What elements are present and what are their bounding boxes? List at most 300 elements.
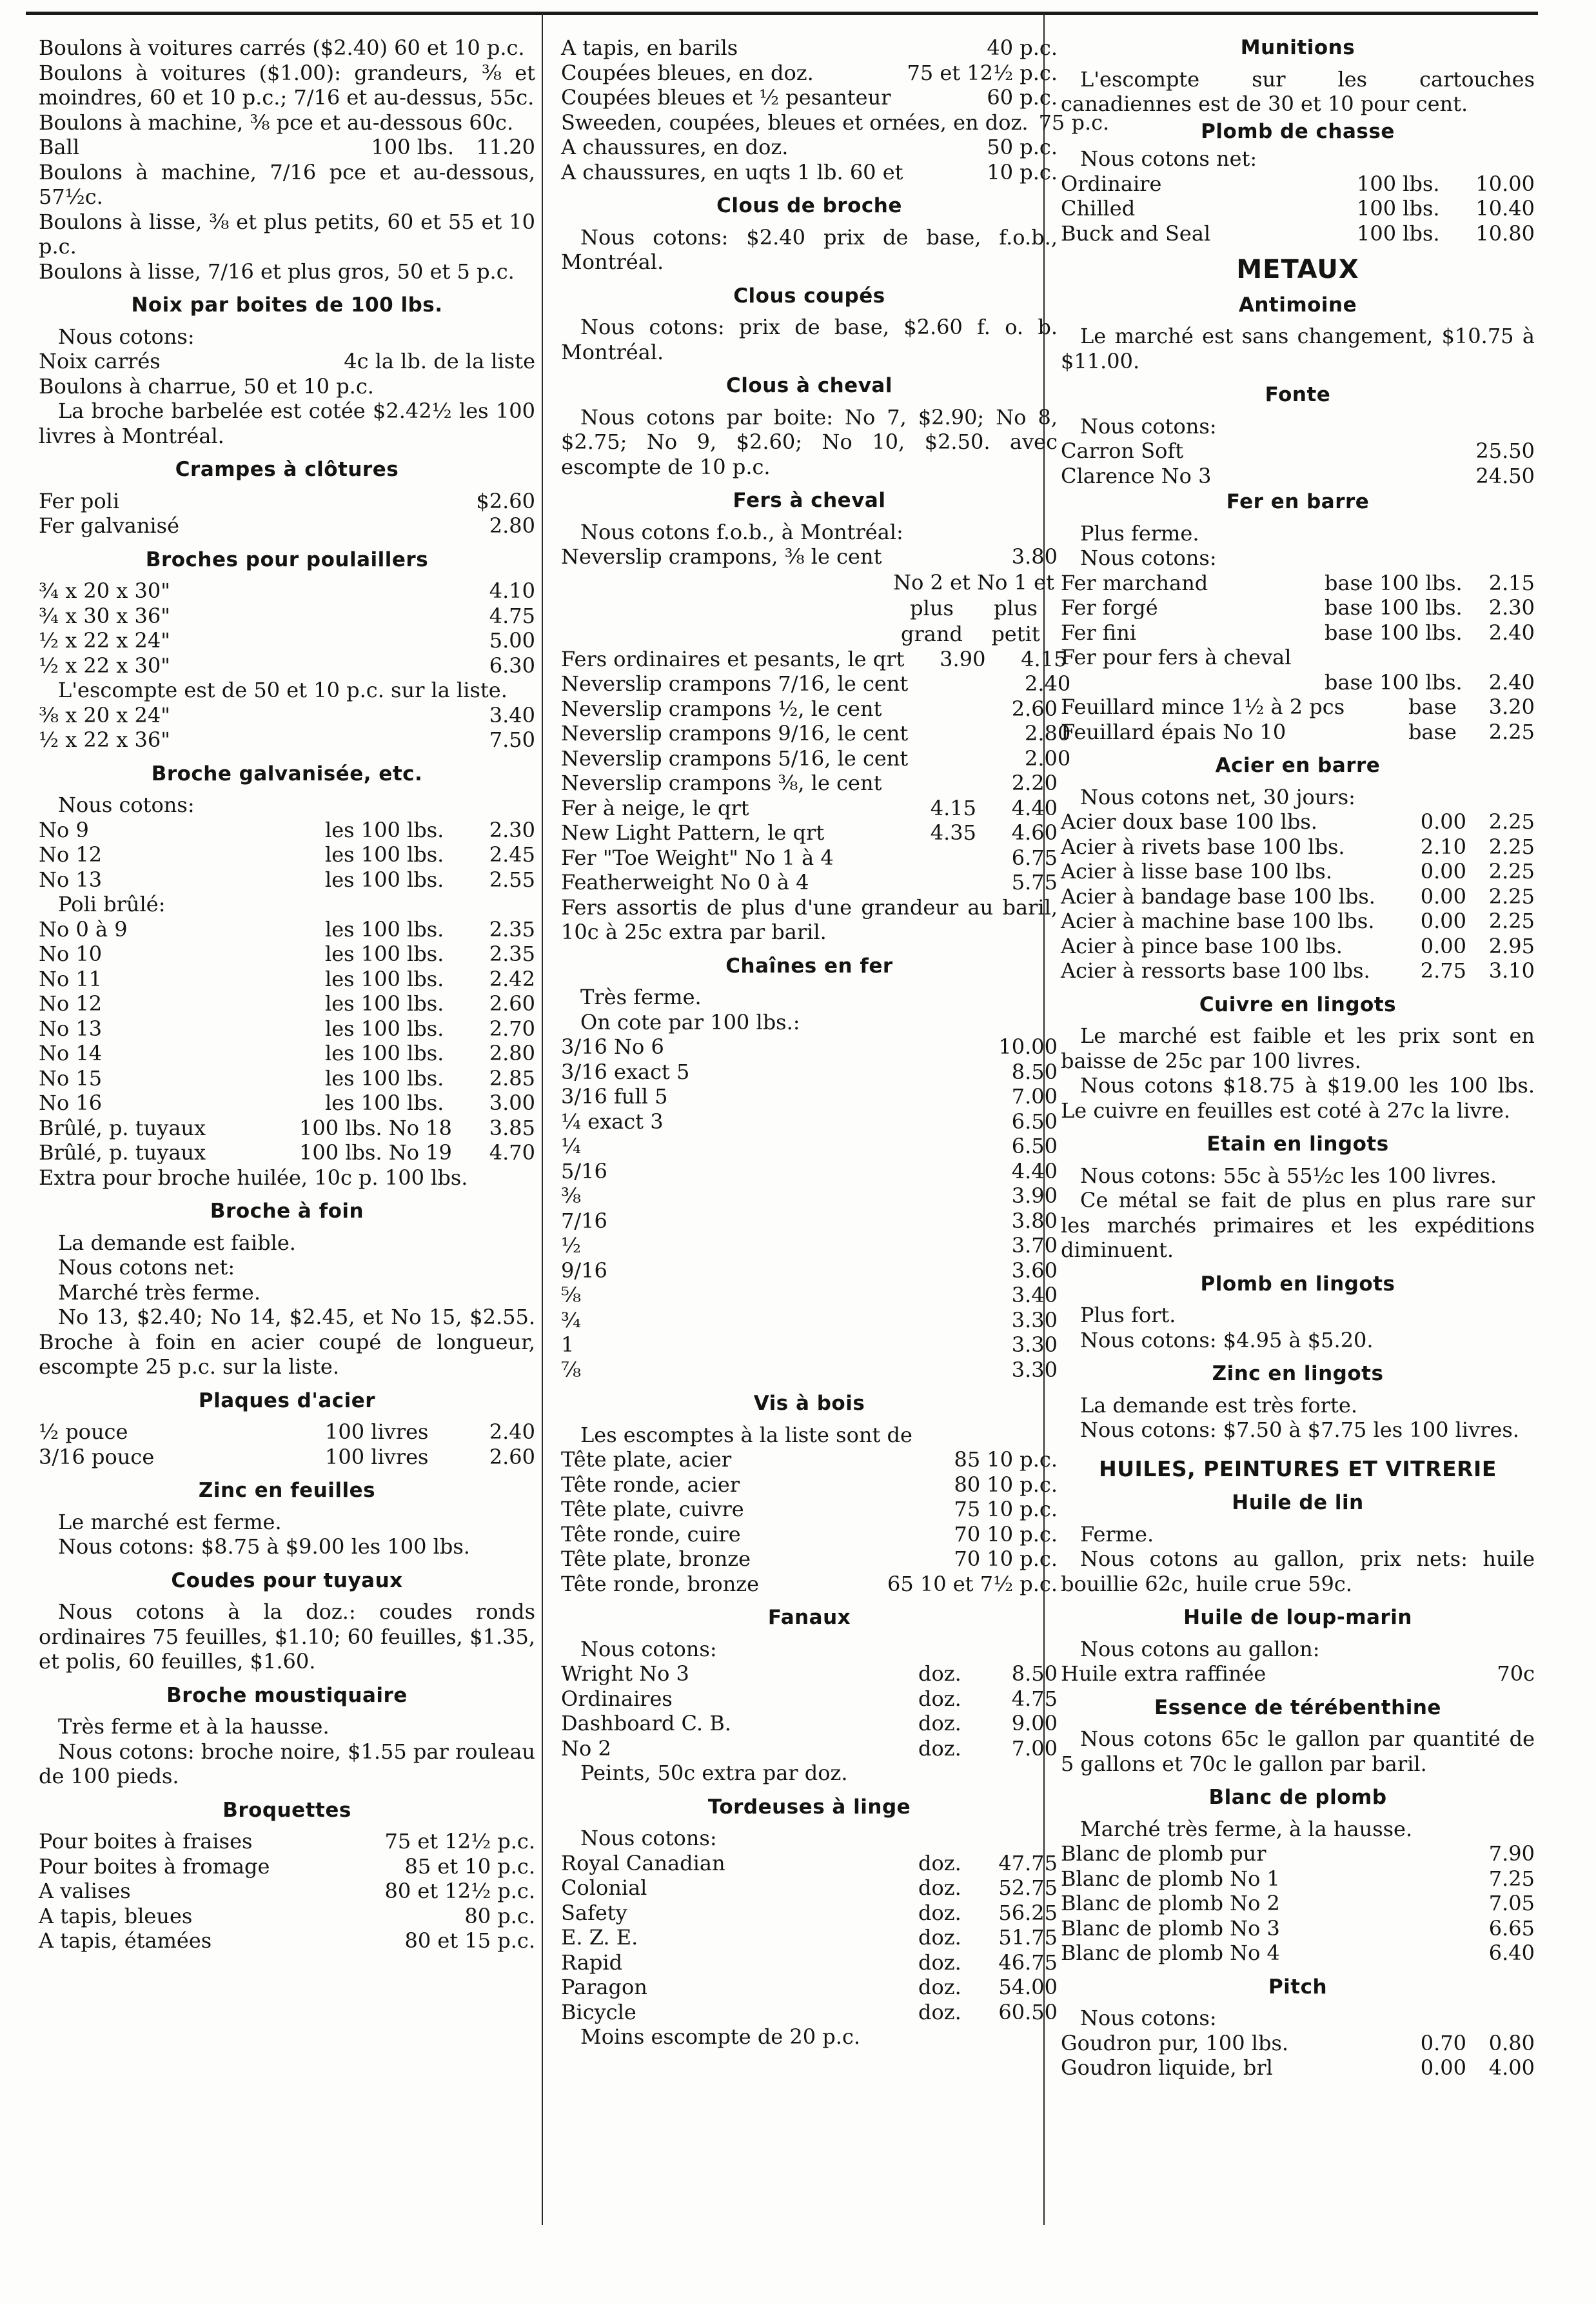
price-row (39, 653, 535, 678)
row-unit: 100 livres (325, 1444, 429, 1469)
text-line: Nous cotons f.o.b., à Montréal: (580, 519, 903, 544)
row-label: No 16 (39, 1091, 103, 1115)
price-row (39, 727, 535, 753)
section-heading: Broche à foin (210, 1200, 364, 1223)
row-label: 7/16 (561, 1208, 607, 1233)
section-heading: Cuivre en lingots (1199, 993, 1397, 1016)
row-label: Blanc de plomb No 1 (1061, 1866, 1280, 1891)
row-label: Neverslip crampons ⅜, le cent (561, 771, 882, 795)
paragraph: L'escompte est de 50 et 10 p.c. sur la liste. (58, 678, 507, 702)
row-value: 4c la lb. de la liste (344, 349, 535, 373)
row-value: 0.70 (1420, 2030, 1466, 2055)
row-value: 56.25 (998, 1900, 1058, 1925)
row-value: 2.30 (489, 817, 535, 842)
row-label: Tête ronde, cuire (561, 1521, 741, 1547)
row-label: Bicycle (561, 1999, 636, 2024)
price-row (561, 671, 1071, 697)
row-label: Fer fini (1061, 620, 1137, 645)
row-value: 2.20 (1011, 771, 1058, 795)
section-heading: Noix par boites de 100 lbs. (131, 293, 443, 317)
price-row (561, 135, 1058, 160)
row-value: 2.55 (489, 867, 535, 892)
section-heading: Clous coupés (733, 284, 885, 308)
price-row (561, 2000, 1058, 2025)
price-row (561, 1522, 1058, 1547)
row-label: No 12 (39, 991, 103, 1016)
text-line: Nous cotons: (1080, 546, 1217, 570)
price-row (1061, 221, 1535, 246)
row-label: Acier à machine base 100 lbs. (1061, 909, 1375, 933)
row-unit: base 100 lbs. (1325, 620, 1463, 645)
row-value: 10.00 (998, 1034, 1058, 1059)
row-label: ⅝ (561, 1283, 582, 1307)
row-value: 4.70 (489, 1140, 535, 1165)
price-row (39, 1829, 535, 1854)
section-heading: Zinc en feuilles (198, 1479, 376, 1502)
section-heading: Broche moustiquaire (166, 1683, 408, 1707)
row-unit: les 100 lbs. (325, 942, 444, 966)
row-value: 0.00 (1420, 809, 1466, 834)
row-unit: base (1408, 695, 1457, 719)
bolts-line: Boulons à voitures carrés ($2.40) 60 et 10 p.c. (39, 35, 525, 60)
section-heading: Essence de térébenthine (1154, 1695, 1441, 1719)
row-value: 85 et 10 p.c. (404, 1853, 535, 1879)
price-row (561, 1084, 1058, 1109)
section-heading: Fanaux (767, 1606, 851, 1629)
row-label: No 13 (39, 867, 103, 892)
row-label: ¾ x 20 x 30" (39, 578, 170, 603)
row-label: ⅜ x 20 x 24" (39, 702, 170, 727)
paragraph: Le marché est sans changement, $10.75 à $11.00. (1061, 324, 1535, 373)
row-label: New Light Pattern, le qrt (561, 820, 825, 845)
price-row (561, 85, 1058, 110)
price-row (561, 1034, 1058, 1060)
row-label: No 0 à 9 (39, 916, 128, 942)
price-row (1061, 172, 1535, 197)
row-value: 2.80 (1025, 721, 1071, 746)
price-row (561, 1308, 1058, 1333)
row-label: Fer marchand (1061, 570, 1208, 595)
row-value: 2.40 (1488, 669, 1535, 695)
price-row (561, 746, 1071, 771)
row-label: Feuillard épais No 10 (1061, 719, 1286, 744)
price-row (561, 1472, 1058, 1497)
row-value: 5.00 (489, 628, 535, 653)
row-value: 3.30 (1011, 1307, 1058, 1332)
row-value: 2.35 (489, 942, 535, 966)
row-unit: les 100 lbs. (325, 1091, 444, 1115)
section-heading: Fonte (1265, 383, 1331, 406)
section-heading: Blanc de plomb (1208, 1786, 1387, 1809)
price-row (39, 135, 535, 160)
price-row (561, 1159, 1058, 1184)
row-value: 47.75 (998, 1850, 1058, 1875)
row-value: 7.00 (1011, 1084, 1058, 1109)
price-row (1061, 859, 1535, 884)
text-line: Boulons à charrue, 50 et 10 p.c. (39, 373, 374, 399)
price-row (1061, 934, 1535, 959)
row-value: 2.25 (1488, 909, 1535, 933)
row-label: Acier à bandage base 100 lbs. (1061, 884, 1375, 909)
row-label: No 14 (39, 1041, 103, 1065)
price-row (1061, 2055, 1535, 2081)
row-label: Colonial (561, 1875, 647, 1900)
price-row (561, 697, 1058, 722)
section-heading: Pitch (1268, 1975, 1328, 1999)
row-value: 6.75 (1011, 845, 1058, 870)
row-label: Fer "Toe Weight" No 1 à 4 (561, 845, 834, 870)
row-label: A tapis, en barils (561, 35, 738, 60)
paragraph: La broche barbelée est cotée $2.42½ les 100 livres à Montréal. (39, 399, 535, 448)
price-row (39, 1016, 535, 1042)
paragraph: Nous cotons 65c le gallon par quantité de 5 gallons et 70c le gallon par baril. (1061, 1726, 1535, 1776)
row-unit: 100 livres (325, 1419, 429, 1444)
price-row (1061, 620, 1535, 646)
section-heading: Fers à cheval (733, 489, 886, 512)
row-label: ⅞ (561, 1357, 582, 1382)
row-value: 9.00 (1011, 1711, 1058, 1735)
row-label: Neverslip crampons 7/16, le cent (561, 671, 909, 696)
row-unit: 100 lbs. No 18 (299, 1115, 452, 1140)
price-row (561, 1209, 1058, 1234)
row-value: 3.90 (940, 646, 986, 671)
row-label: A chaussures, en uqts 1 lb. 60 et (561, 159, 903, 184)
section-heading: Vis à bois (753, 1392, 865, 1415)
price-row (39, 818, 535, 843)
row-value: 80 et 15 p.c. (404, 1928, 535, 1953)
bolts-list (39, 35, 535, 284)
price-row (561, 820, 1058, 845)
price-row (1061, 695, 1535, 720)
price-row (561, 1233, 1058, 1258)
column-headers (561, 569, 1058, 647)
row-label: Acier à rivets base 100 lbs. (1061, 834, 1345, 859)
row-label: Ordinaires (561, 1686, 673, 1711)
price-row (39, 703, 535, 728)
row-label: Brûlé, p. tuyaux (39, 1115, 206, 1140)
row-label: Tête plate, bronze (561, 1547, 751, 1571)
row-value: 60.50 (998, 1999, 1058, 2024)
section-heading: Huile de lin (1232, 1491, 1364, 1514)
row-label: Paragon (561, 1975, 647, 1999)
price-row (1061, 909, 1535, 934)
price-row (39, 842, 535, 867)
row-unit: 100 lbs. (371, 135, 454, 159)
row-value: 3.40 (1011, 1283, 1058, 1307)
row-value: 4.15 (1021, 646, 1067, 671)
price-row (561, 1060, 1058, 1085)
top-rule (26, 12, 1538, 15)
price-row (561, 845, 1058, 871)
text-line: Moins escompte de 20 p.c. (580, 2024, 861, 2049)
row-value: 3.80 (1011, 1208, 1058, 1233)
paragraph: Nous cotons: $7.50 à $7.75 les 100 livres. (1080, 1418, 1519, 1442)
section-heading: Coudes pour tuyaux (171, 1568, 403, 1592)
bolts-line: Boulons à lisse, 7/16 et plus gros, 50 et 5 p.c. (39, 259, 515, 284)
price-row (561, 1661, 1058, 1686)
price-row (561, 61, 1058, 86)
row-value: 2.60 (489, 1444, 535, 1469)
row-value: 2.25 (1488, 859, 1535, 884)
price-row (1061, 1661, 1535, 1686)
row-label: Neverslip crampons, ⅜ le cent (561, 544, 882, 569)
row-value: 3.85 (489, 1115, 535, 1140)
text-line: Nous cotons net, 30 jours: (1080, 784, 1355, 809)
row-value: 7.50 (489, 727, 535, 752)
row-value: 10.80 (1475, 221, 1535, 246)
section-heading: Broquettes (222, 1798, 351, 1822)
text-line: La demande est faible. (58, 1230, 296, 1255)
section-heading: Plaques d'acier (198, 1389, 376, 1412)
row-label: 1 (561, 1332, 575, 1357)
row-value: 3.30 (1011, 1332, 1058, 1357)
price-row (39, 867, 535, 893)
row-label: Coupées bleues et ½ pesanteur (561, 85, 891, 110)
row-value: 10.00 (1475, 171, 1535, 196)
price-row (561, 1975, 1058, 2000)
row-label: A tapis, bleues (39, 1903, 193, 1928)
paragraph: Fers assortis de plus d'une grandeur au baril, 10c à 25c extra par baril. (561, 895, 1058, 944)
row-value: 7.05 (1488, 1891, 1535, 1915)
section-heading: Crampes à clôtures (175, 458, 399, 481)
row-unit: les 100 lbs. (325, 1041, 444, 1065)
section-heading: Zinc en lingots (1212, 1362, 1384, 1385)
row-label: Brûlé, p. tuyaux (39, 1140, 206, 1165)
text-line: Les escomptes à la liste sont de (580, 1422, 912, 1447)
row-label: ½ x 22 x 30" (39, 653, 170, 678)
row-label: ½ x 22 x 24" (39, 628, 170, 653)
section-heading: Tordeuses à linge (707, 1795, 911, 1819)
row-value: 2.80 (489, 513, 535, 538)
price-row (561, 1686, 1058, 1712)
row-value: 2.10 (1420, 834, 1466, 859)
section-heading: Broche galvanisée, etc. (151, 762, 423, 786)
row-label: Chilled (1061, 196, 1136, 221)
price-row (39, 1419, 535, 1445)
row-value: 6.50 (1011, 1134, 1058, 1158)
text-line: Nous cotons: (580, 1636, 717, 1661)
row-value: 80 10 p.c. (954, 1472, 1058, 1497)
row-label: ½ (561, 1233, 582, 1258)
row-value: 7.90 (1488, 1841, 1535, 1866)
price-row (39, 1140, 535, 1165)
row-value: 70 10 p.c. (954, 1521, 1058, 1547)
paragraph: Nous cotons: prix de base, $2.60 f. o. b. Montréal. (561, 315, 1058, 364)
row-value: 4.40 (1011, 795, 1058, 820)
price-row (39, 991, 535, 1016)
row-unit: doz. (918, 1975, 961, 1999)
price-row (1061, 439, 1535, 464)
section-heading: Broches pour poulaillers (145, 548, 429, 571)
bolts-line: Boulons à machine, 7/16 pce et au-dessous, 57½c. (39, 159, 535, 209)
section-heading: Fer en barre (1226, 490, 1370, 513)
row-value: 80 et 12½ p.c. (384, 1879, 535, 1903)
price-row (1061, 464, 1535, 489)
row-label: Fer forgé (1061, 595, 1158, 620)
row-unit: doz. (918, 1686, 961, 1711)
row-unit: base 100 lbs. (1325, 595, 1463, 620)
text-line: On cote par 100 lbs.: (580, 1009, 800, 1034)
row-value: 0.00 (1420, 884, 1466, 909)
row-value: 3.40 (489, 702, 535, 727)
text-line: Nous cotons net: (58, 1255, 235, 1280)
row-label: No 13 (39, 1016, 103, 1041)
row-value: 2.40 (489, 1419, 535, 1444)
price-row (561, 1283, 1058, 1308)
row-value: 11.20 (476, 135, 535, 159)
row-value: 40 p.c. (987, 35, 1058, 60)
price-row (39, 917, 535, 942)
row-label: E. Z. E. (561, 1925, 638, 1950)
row-value: 2.40 (1025, 671, 1071, 696)
price-row (1061, 1866, 1535, 1892)
row-label: ½ pouce (39, 1419, 128, 1444)
row-value: 51.75 (998, 1925, 1058, 1950)
price-row (561, 1332, 1058, 1358)
section-heading: Chaînes en fer (725, 954, 893, 978)
row-unit: base 100 lbs. (1325, 669, 1463, 695)
price-row (561, 1950, 1058, 1975)
row-label: Royal Canadian (561, 1850, 725, 1875)
row-label: Fers ordinaires et pesants, le qrt (561, 646, 905, 671)
row-value: 2.40 (1488, 620, 1535, 645)
text-line: Le marché est ferme. (58, 1509, 282, 1534)
row-unit: les 100 lbs. (325, 817, 444, 842)
price-row (561, 160, 1058, 185)
text-line: Nous cotons: (1080, 413, 1217, 439)
text-line: Nous cotons: $8.75 à $9.00 les 100 lbs. (58, 1534, 470, 1559)
section-heading: Huile de loup-marin (1183, 1606, 1412, 1629)
row-label: Acier à pince base 100 lbs. (1061, 933, 1343, 958)
row-value: 0.80 (1488, 2030, 1535, 2055)
row-value: 24.50 (1475, 463, 1535, 488)
text-line: Nous cotons: $4.95 à $5.20. (1080, 1327, 1374, 1352)
row-value: 7.25 (1488, 1866, 1535, 1891)
price-row (561, 1183, 1058, 1209)
row-label: Rapid (561, 1950, 623, 1975)
text-line: Ferme. (1080, 1521, 1154, 1547)
text-line: Fer pour fers à cheval (1061, 645, 1292, 669)
price-row (39, 349, 535, 374)
price-row (561, 1547, 1058, 1572)
text-line: Marché très ferme, à la hausse. (1080, 1816, 1413, 1841)
row-unit: base 100 lbs. (1325, 570, 1463, 595)
row-value: 8.50 (1011, 1661, 1058, 1686)
row-label: 3/16 No 6 (561, 1034, 664, 1059)
column-3 (1061, 35, 1535, 2081)
row-unit: 100 lbs. No 19 (299, 1140, 452, 1165)
bolts-line: Boulons à voitures ($1.00): grandeurs, ⅜ et moindres, 60 et 10 p.c.; 7/16 et au-dessus, 55c. (39, 60, 535, 110)
row-value: 50 p.c. (987, 135, 1058, 159)
price-row (39, 628, 535, 653)
price-row (561, 1875, 1058, 1901)
price-row (561, 1258, 1058, 1283)
row-label: Fer à neige, le qrt (561, 795, 749, 820)
row-value: 3.00 (489, 1091, 535, 1115)
row-value: 65 10 et 7½ p.c. (887, 1571, 1058, 1596)
row-label: No 11 (39, 966, 103, 991)
row-unit: les 100 lbs. (325, 966, 444, 991)
row-value: 2.00 (1025, 746, 1071, 771)
price-row (561, 110, 1110, 135)
row-value: 75 et 12½ p.c. (384, 1829, 535, 1853)
text-line: Plus ferme. (1080, 520, 1199, 546)
row-value: 2.25 (1488, 884, 1535, 909)
section-heading: Plomb en lingots (1200, 1272, 1395, 1296)
text-line: Très ferme. (580, 985, 702, 1009)
newspaper-page (26, 0, 1538, 2303)
row-label: Acier à ressorts base 100 lbs. (1061, 958, 1370, 983)
row-label: No 15 (39, 1065, 103, 1091)
paragraph: Nous cotons à la doz.: coudes ronds ordinaires 75 feuilles, $1.10; 60 feuilles, $1.35, et polis, 60 feuilles, $1.60. (39, 1599, 535, 1674)
price-row (561, 870, 1058, 895)
row-label: Noix carrés (39, 349, 161, 373)
row-value: 2.60 (1011, 696, 1058, 721)
price-row (1061, 835, 1535, 860)
row-value: 2.35 (489, 916, 535, 942)
row-label: Pour boites à fromage (39, 1853, 270, 1879)
bolts-line: Boulons à machine, ⅜ pce et au-dessous 60c. (39, 110, 514, 135)
row-label: A tapis, étamées (39, 1928, 212, 1953)
price-row (39, 967, 535, 992)
price-row (561, 646, 1067, 672)
row-label: 5/16 (561, 1158, 607, 1183)
row-unit: doz. (918, 1850, 961, 1875)
row-value: 10.40 (1475, 196, 1535, 221)
row-value: 3.20 (1488, 695, 1535, 719)
row-unit: 100 lbs. (1357, 196, 1440, 221)
price-row (561, 1572, 1058, 1597)
column-header: No 1 et plus petit (977, 569, 1054, 646)
row-label: Dashboard C. B. (561, 1711, 731, 1735)
row-label: Wright No 3 (561, 1661, 689, 1686)
price-row (1061, 196, 1535, 221)
price-row (39, 1928, 535, 1953)
column-divider (542, 13, 543, 2225)
price-row (1061, 720, 1535, 745)
row-value: 4.60 (1011, 820, 1058, 845)
price-row (39, 1854, 535, 1879)
row-label: Neverslip crampons ½, le cent (561, 696, 882, 721)
row-unit: doz. (918, 1999, 961, 2024)
price-row (1061, 1891, 1535, 1916)
price-row (561, 771, 1058, 796)
price-row (1061, 1941, 1535, 1966)
row-label: Fer poli (39, 488, 120, 513)
price-row (1061, 958, 1535, 983)
price-row (1061, 595, 1535, 620)
price-row (561, 1447, 1058, 1472)
section-heading: Plomb de chasse (1201, 119, 1395, 143)
row-value: 6.65 (1488, 1915, 1535, 1941)
price-row (561, 796, 1058, 821)
row-value: 3.70 (1011, 1233, 1058, 1258)
row-label: Tête ronde, acier (561, 1472, 740, 1497)
price-row (39, 513, 535, 539)
row-value: 3.10 (1488, 958, 1535, 983)
price-row (561, 35, 1058, 61)
price-row (561, 1358, 1058, 1383)
section-title: HUILES, PEINTURES ET VITRERIE (1099, 1456, 1497, 1481)
row-unit: doz. (918, 1711, 961, 1735)
row-value: 6.50 (1011, 1109, 1058, 1134)
row-value: 80 p.c. (464, 1903, 535, 1928)
text-line: Marché très ferme. (58, 1280, 261, 1305)
paragraph: Ce métal se fait de plus en plus rare sur les marchés primaires et les expéditions diminuent. (1061, 1188, 1535, 1262)
section-heading: Munitions (1240, 36, 1355, 59)
paragraph: Nous cotons: broche noire, $1.55 par rouleau de 100 pieds. (39, 1739, 535, 1788)
row-unit: les 100 lbs. (325, 991, 444, 1016)
